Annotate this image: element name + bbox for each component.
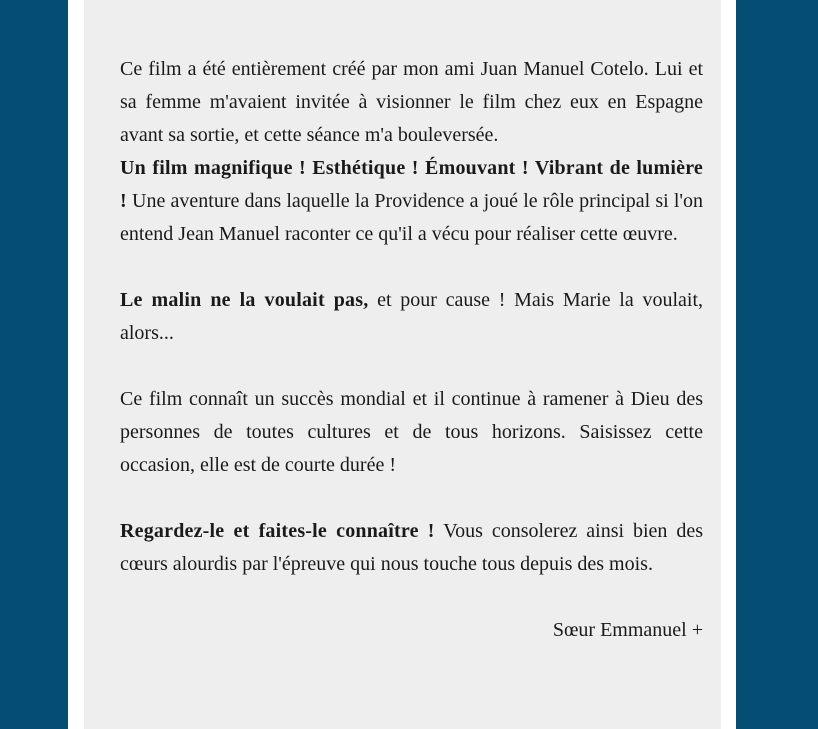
- signature: Sœur Emmanuel +: [552, 619, 703, 641]
- cta-bold-text: Regardez-le et faites-le connaître !: [120, 520, 435, 542]
- malin-text: et pour cause ! Mais Marie la voulait, alors...: [120, 289, 703, 344]
- article-body: [120, 53, 703, 680]
- paragraph-success: Ce film connaît un succès mondial et il continue à ramener à Dieu des personnes de toutes cultures et de tous horizons. Saisissez cette occasion, elle est de courte durée !: [120, 388, 703, 476]
- paragraph-malin: [120, 284, 703, 350]
- paragraph-call-to-action: [120, 515, 703, 581]
- cta-text: Vous consolerez ainsi bien des cœurs alourdis par l'épreuve qui nous touche tous depuis des mois.: [120, 520, 703, 575]
- paragraph-praise: [120, 152, 703, 251]
- praise-bold-text: Un film magnifique ! Esthétique ! Émouvant ! Vibrant de lumière !: [120, 157, 703, 212]
- praise-text: Une aventure dans laquelle la Providence a joué le rôle principal si l'on entend Jean Manuel raconter ce qu'il a vécu pour réaliser cette œuvre.: [120, 190, 703, 245]
- paragraph-intro: Ce film a été entièrement créé par mon ami Juan Manuel Cotelo. Lui et sa femme m'avaient invitée à visionner le film chez eux en Espagne avant sa sortie, et cette séance m'a bouleversée.: [120, 58, 703, 146]
- malin-bold-text: Le malin ne la voulait pas,: [120, 289, 369, 311]
